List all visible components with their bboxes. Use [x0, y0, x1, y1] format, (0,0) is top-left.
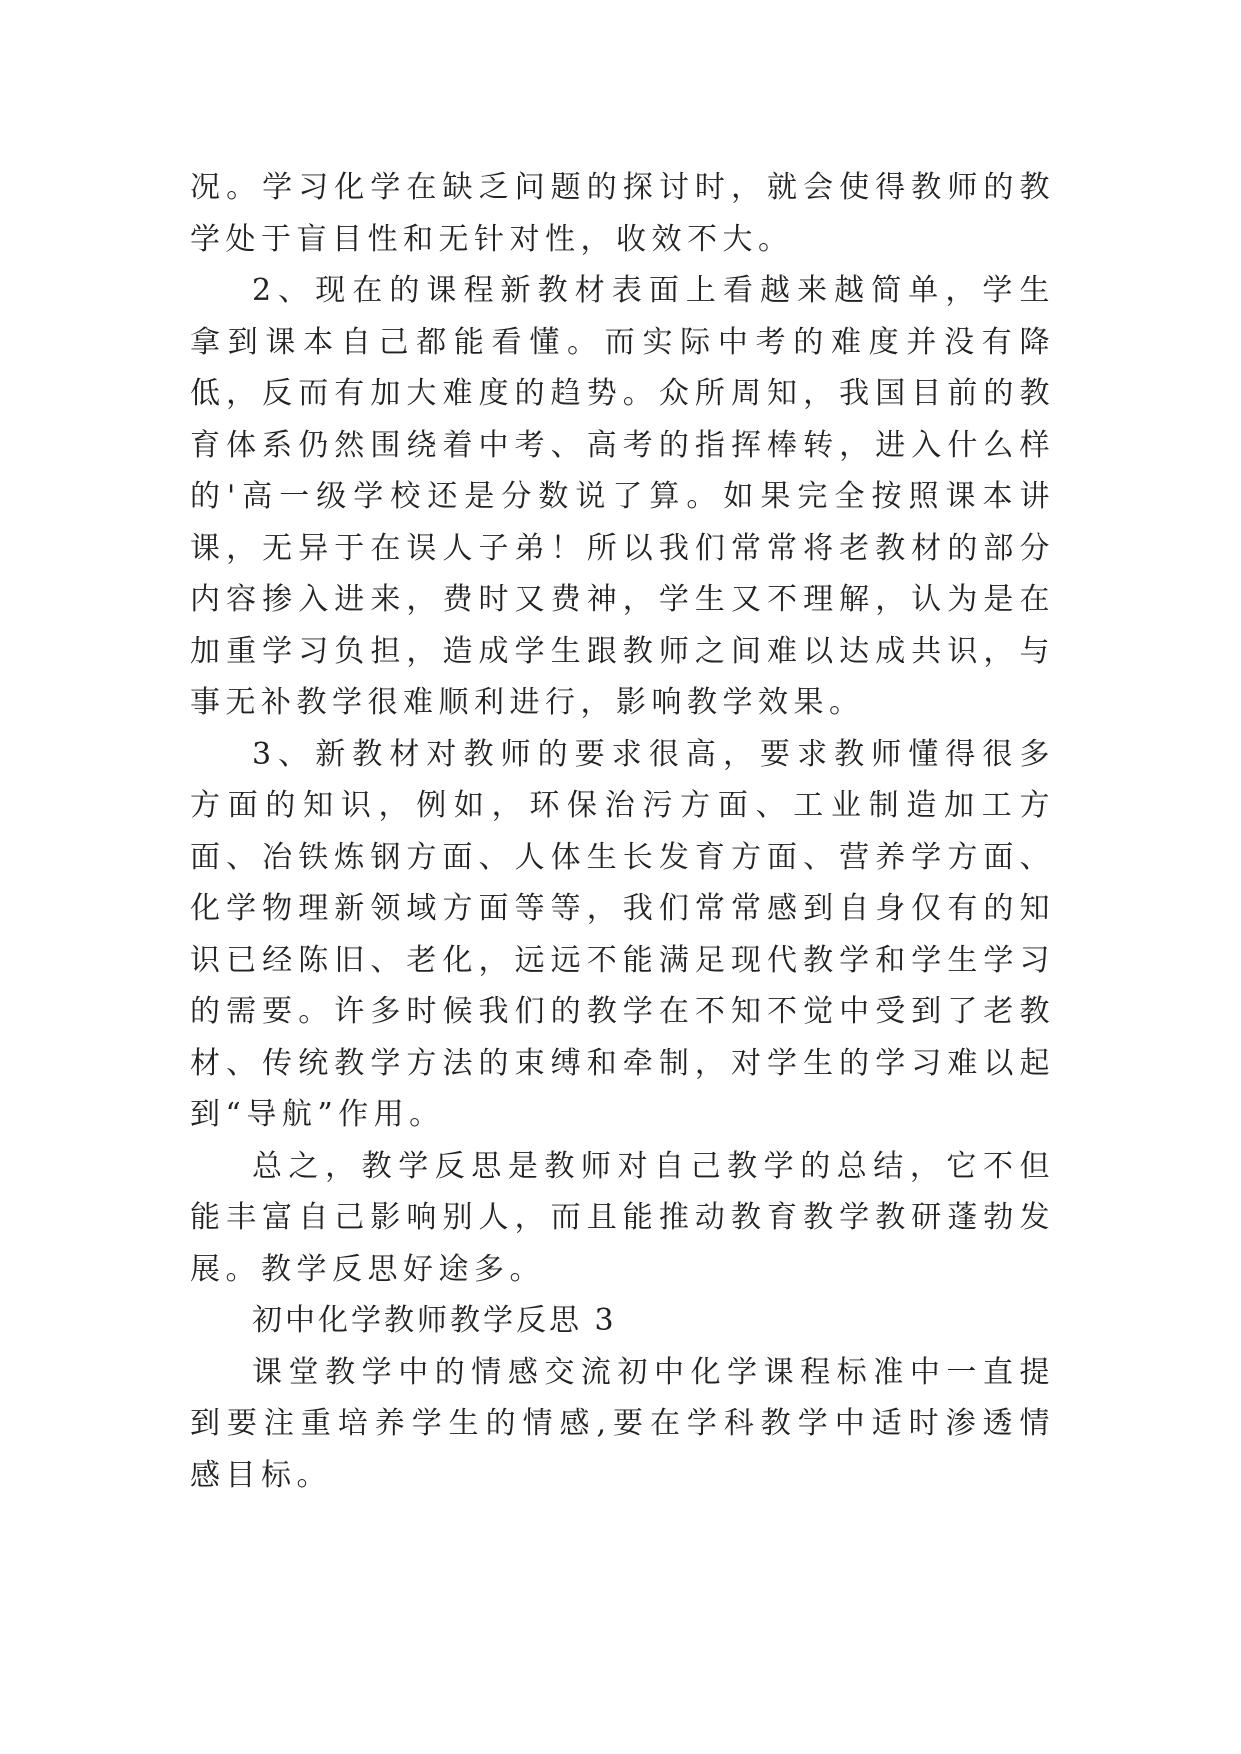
paragraph-point-2: 2、现在的课程新教材表面上看越来越简单，学生拿到课本自己都能看懂。而实际中考的难度并没有降低，反而有加大难度的趋势。众所周知，我国目前的教育体系仍然围绕着中考、高考的指挥棒转，进入什么样的'高一级学校还是分数说了算。如果完全按照课本讲课，无异于在误人子弟！所以我们常常将老教材的部分内容掺入进来，费时又费神，学生又不理解，认为是在加重学习负担，造成学生跟教师之间难以达成共识，与事无补教学很难顺利进行，影响教学效果。 — [190, 273, 1055, 720]
paragraph-point-3: 3、新教材对教师的要求很高，要求教师懂得很多方面的知识，例如，环保治污方面、工业制造加工方面、冶铁炼钢方面、人体生长发育方面、营养学方面、化学物理新领域方面等等，我们常常感到自身仅有的知识已经陈旧、老化，远远不能满足现代教学和学生学习的需要。许多时候我们的教学在不知不觉中受到了老教材、传统教学方法的束缚和牵制，对学生的学习难以起到“导航”作用。 — [190, 736, 1055, 1132]
paragraph-section-3-intro: 课堂教学中的情感交流初中化学课程标准中一直提到要注重培养学生的情感,要在学科教学中适时渗透情感目标。 — [190, 1354, 1055, 1493]
document-body — [190, 162, 1055, 1501]
paragraph-continuation: 况。学习化学在缺乏问题的探讨时，就会使得教师的教学处于盲目性和无针对性，收效不大。 — [190, 170, 1055, 257]
paragraph-summary: 总之，教学反思是教师对自己教学的总结，它不但能丰富自己影响别人，而且能推动教育教学教研蓬勃发展。教学反思好途多。 — [190, 1148, 1055, 1287]
section-title: 初中化学教师教学反思 3 — [252, 1303, 617, 1338]
